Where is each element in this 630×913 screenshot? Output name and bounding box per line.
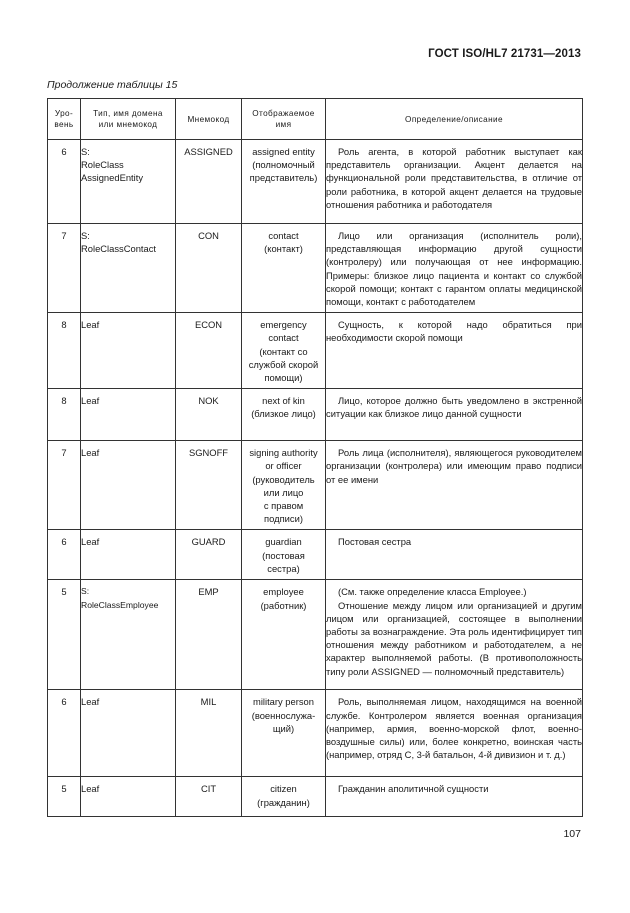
table-header-row xyxy=(48,99,583,140)
cell-display-name: military person (военнослужа- щий) xyxy=(242,690,326,777)
header-display-name: Отображаемое имя xyxy=(242,99,326,140)
cell-display-name: next of kin (близкое лицо) xyxy=(242,389,326,441)
cell-mnemonic: SGNOFF xyxy=(176,441,242,530)
cell-domain: Leaf xyxy=(81,441,176,530)
cell-domain: S: RoleClassContact xyxy=(81,224,176,313)
table-row xyxy=(48,140,583,224)
cell-level: 6 xyxy=(48,530,81,580)
cell-definition xyxy=(326,580,583,690)
table-caption: Продолжение таблицы 15 xyxy=(47,79,178,91)
cell-definition xyxy=(326,777,583,817)
cell-definition xyxy=(326,389,583,441)
cell-display-name: contact (контакт) xyxy=(242,224,326,313)
table-row xyxy=(48,777,583,817)
definition-paragraph: Роль лица (исполнителя), являющегося руководителем организации (контролера) или имеющим право подписи от ее имени xyxy=(326,447,582,485)
cell-level: 5 xyxy=(48,777,81,817)
cell-mnemonic: ECON xyxy=(176,313,242,389)
cell-display-name: assigned entity (полномочный представитель) xyxy=(242,140,326,224)
cell-definition xyxy=(326,690,583,777)
cell-definition xyxy=(326,530,583,580)
definition-paragraph: Отношение между лицом или организацией и другим лицом или организацией, состоящее в выполнении работы за вознаграждение. Эта роль идентифицирует тип отношения между работником и работодателем, а не характер выполняемой работы. (В противоположность типу роли ASSIGNED — полномочный представитель) xyxy=(326,599,582,677)
cell-domain: S: RoleClassEmployee xyxy=(81,580,176,690)
cell-mnemonic: EMP xyxy=(176,580,242,690)
cell-domain: Leaf xyxy=(81,530,176,580)
definition-paragraph: Роль, выполняемая лицом, находящимся на военной службе. Контролером является военная организация (например, армия, военно-морской флот, военно-воздушные силы) или, более конкретно, воинская часть (например, отряд С, 3-й батальон, 4-й дивизион и т. д.) xyxy=(326,696,582,761)
cell-mnemonic: CIT xyxy=(176,777,242,817)
cell-domain: S: RoleClass AssignedEntity xyxy=(81,140,176,224)
definition-paragraph: Лицо, которое должно быть уведомлено в экстренной ситуации как близкое лицо данной сущности xyxy=(326,395,582,420)
cell-mnemonic: MIL xyxy=(176,690,242,777)
definition-paragraph: Роль агента, в которой работник выступает как представитель организации. Акцент делается на функциональной роли представительства, в отличие от роли работника, в которой акцент делается на трудовые отношения работника и работодателя xyxy=(326,146,582,210)
definition-paragraph: Лицо или организация (исполнитель роли), представляющая информацию другой сущности (контролеру) или получающая от нее информацию. Примеры: близкое лицо пациента и контакт со службой скорой помощи; контакт с гарантом оплаты медицинской помощи, контакт с работодателем xyxy=(326,230,582,308)
cell-level: 7 xyxy=(48,224,81,313)
cell-display-name: signing authority or officer (руководитель или лицо с правом подписи) xyxy=(242,441,326,530)
cell-display-name: citizen (гражданин) xyxy=(242,777,326,817)
cell-display-name: emergency contact (контакт со службой скорой помощи) xyxy=(242,313,326,389)
cell-definition xyxy=(326,224,583,313)
cell-domain: Leaf xyxy=(81,777,176,817)
table-row xyxy=(48,690,583,777)
table-row xyxy=(48,224,583,313)
definition-paragraph: (См. также определение класса Employee.) xyxy=(338,586,527,598)
cell-display-name: guardian (постовая сестра) xyxy=(242,530,326,580)
table-row xyxy=(48,530,583,580)
header-domain: Тип, имя домена или мнемокод xyxy=(81,99,176,140)
cell-definition xyxy=(326,140,583,224)
cell-level: 6 xyxy=(48,140,81,224)
cell-domain: Leaf xyxy=(81,389,176,441)
cell-mnemonic: NOK xyxy=(176,389,242,441)
table-row xyxy=(48,580,583,690)
table-row xyxy=(48,313,583,389)
header-level: Уро- вень xyxy=(48,99,81,140)
table-row xyxy=(48,389,583,441)
cell-level: 5 xyxy=(48,580,81,690)
header-mnemonic: Мнемокод xyxy=(176,99,242,140)
cell-level: 8 xyxy=(48,313,81,389)
cell-domain: Leaf xyxy=(81,313,176,389)
standard-header: ГОСТ ISO/HL7 21731—2013 xyxy=(428,48,581,60)
cell-definition xyxy=(326,441,583,530)
cell-level: 7 xyxy=(48,441,81,530)
terms-table xyxy=(47,98,583,817)
table-row xyxy=(48,441,583,530)
page-number: 107 xyxy=(563,828,581,840)
cell-display-name: employee (работник) xyxy=(242,580,326,690)
definition-paragraph: Постовая сестра xyxy=(338,536,412,548)
cell-mnemonic: ASSIGNED xyxy=(176,140,242,224)
header-definition: Определение/описание xyxy=(326,99,583,140)
definition-paragraph: Сущность, к которой надо обратиться при необходимости скорой помощи xyxy=(326,319,582,344)
definition-paragraph: Гражданин аполитичной сущности xyxy=(338,783,489,795)
cell-mnemonic: GUARD xyxy=(176,530,242,580)
cell-level: 6 xyxy=(48,690,81,777)
cell-domain: Leaf xyxy=(81,690,176,777)
cell-definition xyxy=(326,313,583,389)
cell-level: 8 xyxy=(48,389,81,441)
cell-mnemonic: CON xyxy=(176,224,242,313)
